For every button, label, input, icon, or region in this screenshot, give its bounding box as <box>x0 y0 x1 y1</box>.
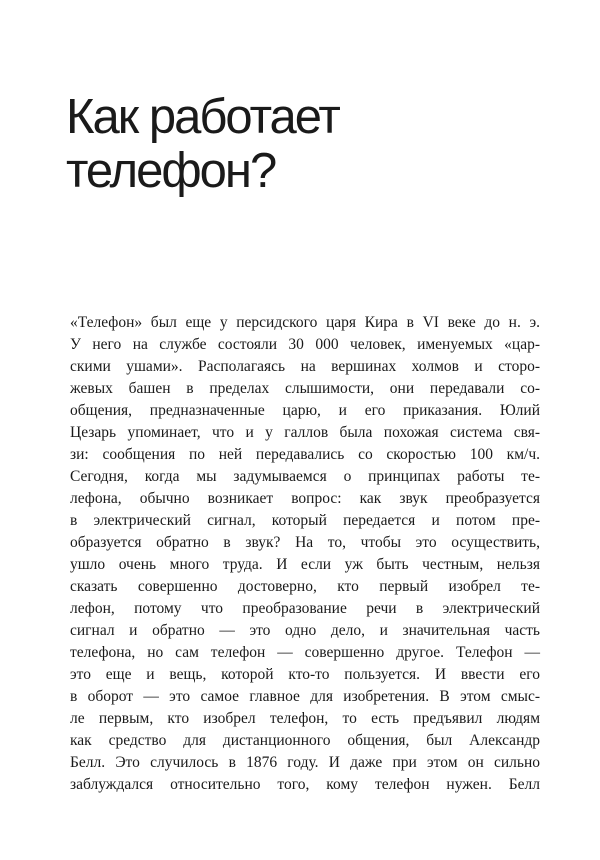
chapter-title-line: Как работает <box>66 90 339 144</box>
text-line: ушло очень много труда. И если уж быть честным, нельзя <box>70 556 540 573</box>
text-line: скими ушами». Располагаясь на вершинах холмов и сторо- <box>70 358 540 375</box>
text-line: Белл. Это случилось в 1876 году. И даже при этом он сильно <box>70 754 540 771</box>
text-line: У него на службе состояли 30 000 человек, именуемых «цар- <box>70 336 540 353</box>
text-line: ле первым, кто изобрел телефон, то есть предъявил людям <box>70 710 540 727</box>
text-line: жевых башен в пределах слышимости, они передавали со- <box>70 380 540 397</box>
text-line: общения, предназначенные царю, и его приказания. Юлий <box>70 402 540 419</box>
text-line: это еще и вещь, которой кто-то пользуется. И ввести его <box>70 666 540 683</box>
text-line: сигнал и обратно — это одно дело, и значительная часть <box>70 622 540 639</box>
paragraph-2 <box>70 466 540 796</box>
chapter-title <box>66 90 339 198</box>
text-line: лефон, потому что преобразование речи в электрический <box>70 600 540 617</box>
text-line: как средство для дистанционного общения, был Александр <box>70 732 540 749</box>
text-line: лефона, обычно возникает вопрос: как звук преобразуется <box>70 490 540 507</box>
text-line: сказать совершенно достоверно, кто первый изобрел те- <box>70 578 540 595</box>
text-line: Сегодня, когда мы задумываемся о принципах работы те- <box>70 468 540 485</box>
text-line: в оборот — это самое главное для изобретения. В этом смыс- <box>70 688 540 705</box>
text-line: телефона, но сам телефон — совершенно другое. Телефон — <box>70 644 540 661</box>
paragraph-1 <box>70 312 540 466</box>
text-line: Цезарь упоминает, что и у галлов была похожая система свя- <box>70 424 540 441</box>
chapter-title-line: телефон? <box>66 144 276 198</box>
text-line: «Телефон» был еще у персидского царя Кира в VI веке до н. э. <box>70 314 540 331</box>
text-line: в электрический сигнал, который передается и потом пре- <box>70 512 540 529</box>
text-line: зи: сообщения по ней передавались со скоростью 100 км/ч. <box>70 446 540 463</box>
text-line: заблуждался относительно того, кому телефон нужен. Белл <box>70 776 540 793</box>
text-line: образуется обратно в звук? На то, чтобы это осуществить, <box>70 534 540 551</box>
